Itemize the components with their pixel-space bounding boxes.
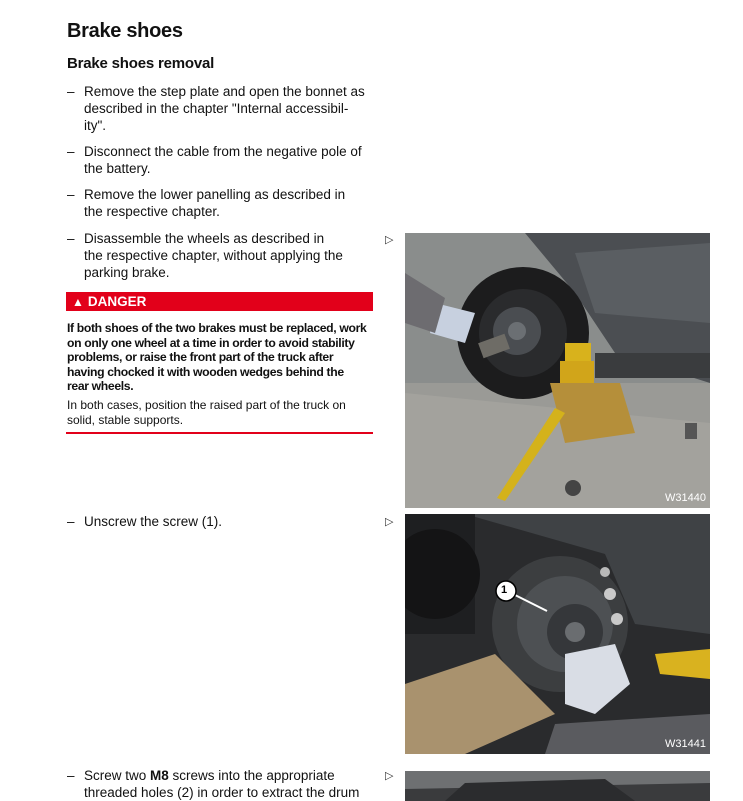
- step-item: [67, 83, 377, 134]
- step-text: Unscrew the screw (1).: [84, 514, 223, 529]
- step-item: [67, 230, 377, 281]
- step-dash: –: [67, 514, 75, 529]
- step-text: Disconnect the cable from the negative pole of the battery.: [84, 144, 362, 176]
- figure-arrow-icon: ▷: [385, 770, 394, 782]
- photo-jack-wheel: [405, 233, 710, 508]
- step-dash: –: [67, 144, 75, 159]
- step-dash: –: [67, 231, 75, 246]
- step-item: [67, 186, 377, 220]
- step-text: Screw two M8 screws into the appropriate threaded holes (2) in order to extract the drum: [84, 768, 360, 800]
- step-text: Disassemble the wheels as described in the respective chapter, without applying the parking brake.: [84, 231, 343, 280]
- step-item: [67, 143, 377, 177]
- figure-code: W31441: [665, 738, 706, 750]
- page-title: Brake shoes: [67, 20, 183, 42]
- danger-note-text: In both cases, position the raised part of the truck on solid, stable supports.: [67, 398, 346, 427]
- figure-arrow-icon: ▷: [385, 234, 394, 246]
- step-dash: –: [67, 768, 75, 783]
- danger-warning-text: If both shoes of the two brakes must be replaced, work on only one wheel at a time in order to avoid stability problems, or raise the front part of the truck after having chocked it with wooden wedges behind the rear wheels.: [67, 321, 367, 393]
- step-text: Remove the step plate and open the bonnet as described in the chapter "Internal accessibil- ity".: [84, 84, 365, 133]
- step-item: [67, 513, 377, 530]
- photo-drum-extraction: [405, 771, 710, 801]
- warning-triangle-icon: ▲: [72, 295, 84, 309]
- figure-arrow-icon: ▷: [385, 516, 394, 528]
- danger-banner: [66, 292, 373, 311]
- section-subtitle: Brake shoes removal: [67, 55, 215, 72]
- figure-code: W31440: [665, 492, 706, 504]
- photo-brake-drum: [405, 514, 710, 754]
- step-dash: –: [67, 187, 75, 202]
- step-text: Remove the lower panelling as described in the respective chapter.: [84, 187, 346, 219]
- danger-divider: [66, 432, 373, 434]
- step-dash: –: [67, 84, 75, 99]
- step-item: [67, 767, 377, 801]
- callout-label: 1: [501, 584, 508, 596]
- danger-label: DANGER: [87, 294, 147, 309]
